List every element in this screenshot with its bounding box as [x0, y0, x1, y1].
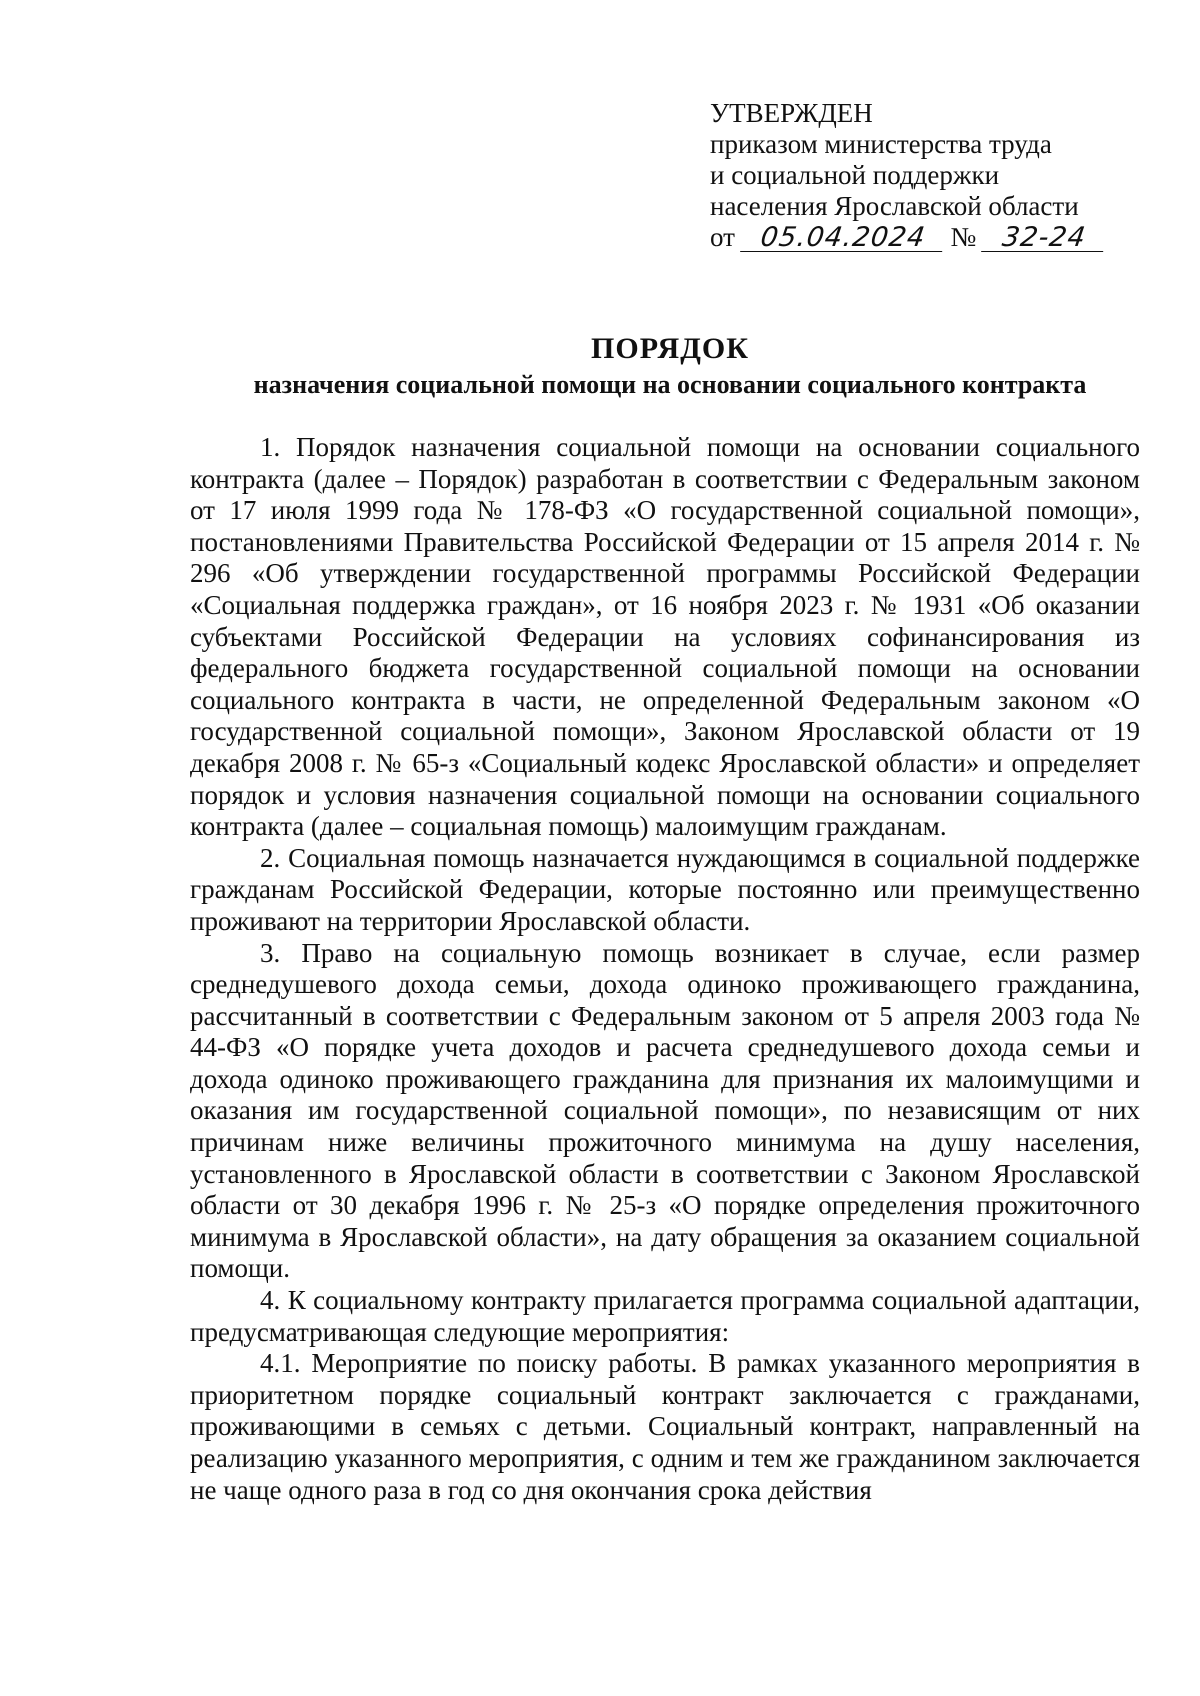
- number-sign: №: [950, 222, 977, 252]
- approval-stamp-block: [710, 98, 1150, 253]
- handwritten-number: 32-24: [981, 225, 1107, 252]
- approval-date-line: [710, 222, 1150, 253]
- handwritten-date: 05.04.2024: [740, 225, 946, 252]
- document-body: [190, 432, 1140, 1506]
- approval-line-approved: УТВЕРЖДЕН: [710, 98, 873, 128]
- paragraph-2: 2. Социальная помощь назначается нуждающимся в социальной поддержке гражданам Российской Федерации, которые постоянно или преимущественно проживают на территории Ярославской области.: [190, 842, 1140, 936]
- document-title: ПОРЯДОК: [591, 332, 749, 365]
- document-subtitle: назначения социальной помощи на основании социального контракта: [253, 370, 1087, 399]
- date-prefix: от: [710, 222, 735, 252]
- paragraph-1: 1. Порядок назначения социальной помощи на основании социального контракта (далее – Порядок) разработан в соответствии с Федеральным законом от 17 июля 1999 года № 178-ФЗ «О государственной социальной помощи», постановлениями Правительства Российской Федерации от 15 апреля 2014 г. № 296 «Об утверждении государственной программы Российской Федерации «Социальная поддержка граждан», от 16 ноября 2023 г. № 1931 «Об оказании субъектами Российской Федерации на условиях софинансирования из федерального бюджета государственной социальной помощи на основании социального контракта в части, не определенной Федеральным законом «О государственной социальной помощи», Законом Ярославской области от 19 декабря 2008 г. № 65-з «Социальный кодекс Ярославской области» и определяет порядок и условия назначения социальной помощи на основании социального контракта (далее – социальная помощь) малоимущим гражданам.: [190, 432, 1140, 842]
- paragraph-3: 3. Право на социальную помощь возникает в случае, если размер среднедушевого дохода семьи, дохода одиноко проживающего гражданина, рассчитанный в соответствии с Федеральным законом от 5 апреля 2003 года № 44-ФЗ «О порядке учета доходов и расчета среднедушевого дохода семьи и дохода одиноко проживающего гражданина для признания их малоимущими и оказания им государственной социальной помощи», по независящим от них причинам ниже величины прожиточного минимума на душу населения, установленного в Ярославской области в соответствии с Законом Ярославской области от 30 декабря 1996 г. № 25-з «О порядке определения прожиточного минимума в Ярославской области», на дату обращения за оказанием социальной помощи.: [190, 937, 1140, 1284]
- paragraph-4-1: 4.1. Мероприятие по поиску работы. В рамках указанного мероприятия в приоритетном порядке социальный контракт заключается с гражданами, проживающими в семьях с детьми. Социальный контракт, направленный на реализацию указанного мероприятия, с одним и тем же гражданином заключается не чаще одного раза в год со дня окончания срока действия: [190, 1348, 1140, 1505]
- approval-line-region: населения Ярославской области: [710, 191, 1079, 221]
- document-title-block: [190, 330, 1150, 402]
- approval-line-order: приказом министерства труда: [710, 129, 1052, 159]
- paragraph-4: 4. К социальному контракту прилагается программа социальной адаптации, предусматривающая следующие мероприятия:: [190, 1285, 1140, 1347]
- approval-line-ministry: и социальной поддержки: [710, 160, 1000, 190]
